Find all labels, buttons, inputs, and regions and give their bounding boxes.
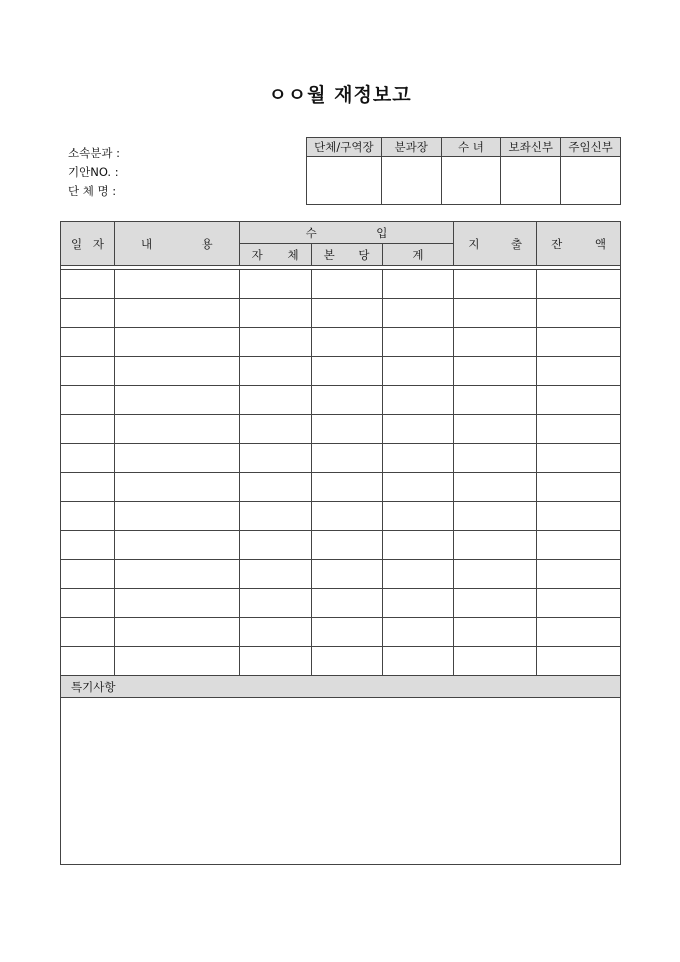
approval-header-group-leader: 단체/구역장 xyxy=(307,138,382,157)
table-cell[interactable] xyxy=(311,444,382,473)
table-cell[interactable] xyxy=(114,647,239,676)
table-cell[interactable] xyxy=(239,618,311,647)
header-income-total: 계 xyxy=(382,244,454,266)
table-cell[interactable] xyxy=(454,560,537,589)
table-cell[interactable] xyxy=(537,618,621,647)
table-cell[interactable] xyxy=(311,299,382,328)
table-cell[interactable] xyxy=(239,647,311,676)
header-balance: 잔 액 xyxy=(537,222,621,266)
table-cell[interactable] xyxy=(454,444,537,473)
approval-header-pastor: 주임신부 xyxy=(561,138,621,157)
table-cell[interactable] xyxy=(239,589,311,618)
table-row xyxy=(61,270,621,299)
table-cell[interactable] xyxy=(311,560,382,589)
table-row xyxy=(61,299,621,328)
table-cell[interactable] xyxy=(382,357,454,386)
approval-sign-cell[interactable] xyxy=(501,157,561,205)
table-cell[interactable] xyxy=(239,270,311,299)
draft-number-label: 기안NO. : xyxy=(68,165,119,179)
table-cell[interactable] xyxy=(61,560,115,589)
approval-sign-cell[interactable] xyxy=(307,157,382,205)
table-cell[interactable] xyxy=(537,531,621,560)
table-cell[interactable] xyxy=(114,386,239,415)
table-cell[interactable] xyxy=(311,647,382,676)
approval-sign-cell[interactable] xyxy=(381,157,441,205)
table-cell[interactable] xyxy=(382,647,454,676)
table-cell[interactable] xyxy=(454,299,537,328)
header-date: 일 자 xyxy=(61,222,115,266)
table-row xyxy=(61,415,621,444)
table-cell[interactable] xyxy=(454,415,537,444)
table-cell[interactable] xyxy=(454,357,537,386)
table-cell[interactable] xyxy=(454,328,537,357)
approval-sign-cell[interactable] xyxy=(441,157,501,205)
table-cell[interactable] xyxy=(239,560,311,589)
table-cell[interactable] xyxy=(311,415,382,444)
approval-header-sister: 수 녀 xyxy=(441,138,501,157)
group-name-label: 단 체 명 : xyxy=(68,184,117,198)
table-cell[interactable] xyxy=(239,502,311,531)
table-cell[interactable] xyxy=(537,647,621,676)
table-cell[interactable] xyxy=(311,618,382,647)
remarks-area[interactable] xyxy=(61,698,621,865)
table-cell[interactable] xyxy=(311,328,382,357)
table-cell[interactable] xyxy=(61,299,115,328)
table-cell[interactable] xyxy=(537,415,621,444)
table-cell[interactable] xyxy=(114,560,239,589)
table-cell[interactable] xyxy=(61,270,115,299)
table-cell[interactable] xyxy=(537,473,621,502)
table-row xyxy=(61,589,621,618)
table-cell[interactable] xyxy=(114,444,239,473)
table-cell[interactable] xyxy=(382,270,454,299)
table-cell[interactable] xyxy=(382,531,454,560)
table-row xyxy=(61,444,621,473)
table-cell[interactable] xyxy=(382,502,454,531)
table-cell[interactable] xyxy=(537,270,621,299)
department-label: 소속분과 : xyxy=(68,146,120,160)
table-row xyxy=(61,386,621,415)
table-row xyxy=(61,473,621,502)
table-cell[interactable] xyxy=(114,502,239,531)
finance-table xyxy=(60,221,621,865)
table-cell[interactable] xyxy=(311,270,382,299)
table-cell[interactable] xyxy=(239,473,311,502)
table-cell[interactable] xyxy=(239,386,311,415)
table-cell[interactable] xyxy=(537,299,621,328)
table-cell[interactable] xyxy=(61,386,115,415)
table-cell[interactable] xyxy=(61,415,115,444)
table-row xyxy=(61,357,621,386)
table-cell[interactable] xyxy=(114,618,239,647)
table-cell[interactable] xyxy=(61,589,115,618)
table-cell[interactable] xyxy=(311,386,382,415)
table-cell[interactable] xyxy=(537,589,621,618)
table-cell[interactable] xyxy=(537,357,621,386)
table-cell[interactable] xyxy=(537,444,621,473)
approval-header-division-head: 분과장 xyxy=(381,138,441,157)
table-cell[interactable] xyxy=(61,618,115,647)
table-cell[interactable] xyxy=(311,473,382,502)
table-cell[interactable] xyxy=(537,560,621,589)
table-cell[interactable] xyxy=(114,328,239,357)
table-cell[interactable] xyxy=(239,444,311,473)
table-cell[interactable] xyxy=(454,270,537,299)
table-cell[interactable] xyxy=(61,531,115,560)
table-cell[interactable] xyxy=(114,415,239,444)
table-cell[interactable] xyxy=(61,473,115,502)
header-income-own: 자 체 xyxy=(239,244,311,266)
table-row xyxy=(61,502,621,531)
table-cell[interactable] xyxy=(454,473,537,502)
table-cell[interactable] xyxy=(537,386,621,415)
approval-box xyxy=(306,137,621,205)
table-cell[interactable] xyxy=(311,357,382,386)
table-row xyxy=(61,618,621,647)
table-cell[interactable] xyxy=(114,299,239,328)
table-cell[interactable] xyxy=(239,415,311,444)
table-cell[interactable] xyxy=(537,328,621,357)
table-cell[interactable] xyxy=(454,386,537,415)
table-cell[interactable] xyxy=(239,357,311,386)
table-cell[interactable] xyxy=(382,444,454,473)
table-cell[interactable] xyxy=(382,589,454,618)
table-cell[interactable] xyxy=(114,473,239,502)
table-cell[interactable] xyxy=(61,328,115,357)
table-cell[interactable] xyxy=(382,415,454,444)
table-cell[interactable] xyxy=(382,560,454,589)
table-cell[interactable] xyxy=(454,531,537,560)
table-cell[interactable] xyxy=(382,473,454,502)
remarks-label: 특기사항 xyxy=(61,676,621,698)
table-cell[interactable] xyxy=(114,357,239,386)
table-cell[interactable] xyxy=(239,299,311,328)
table-cell[interactable] xyxy=(114,589,239,618)
table-cell[interactable] xyxy=(61,647,115,676)
header-content: 내 용 xyxy=(114,222,239,266)
table-cell[interactable] xyxy=(61,444,115,473)
table-cell[interactable] xyxy=(114,270,239,299)
table-cell[interactable] xyxy=(454,502,537,531)
header-income: 수 입 xyxy=(239,222,454,244)
table-cell[interactable] xyxy=(311,502,382,531)
table-cell[interactable] xyxy=(382,386,454,415)
table-cell[interactable] xyxy=(239,328,311,357)
approval-sign-cell[interactable] xyxy=(561,157,621,205)
table-cell[interactable] xyxy=(382,328,454,357)
table-cell[interactable] xyxy=(239,531,311,560)
table-cell[interactable] xyxy=(61,357,115,386)
approval-header-assistant-priest: 보좌신부 xyxy=(501,138,561,157)
table-cell[interactable] xyxy=(454,618,537,647)
table-cell[interactable] xyxy=(382,618,454,647)
table-cell[interactable] xyxy=(537,502,621,531)
document-title: ㅇㅇ월 재정보고 xyxy=(268,84,412,106)
header-expense: 지 출 xyxy=(454,222,537,266)
table-row xyxy=(61,328,621,357)
table-row xyxy=(61,647,621,676)
header-income-branch: 본 당 xyxy=(311,244,382,266)
table-cell[interactable] xyxy=(311,531,382,560)
table-row xyxy=(61,560,621,589)
table-cell[interactable] xyxy=(454,589,537,618)
table-cell[interactable] xyxy=(454,647,537,676)
table-cell[interactable] xyxy=(61,502,115,531)
table-row xyxy=(61,531,621,560)
table-cell[interactable] xyxy=(382,299,454,328)
table-cell[interactable] xyxy=(114,531,239,560)
table-cell[interactable] xyxy=(311,589,382,618)
